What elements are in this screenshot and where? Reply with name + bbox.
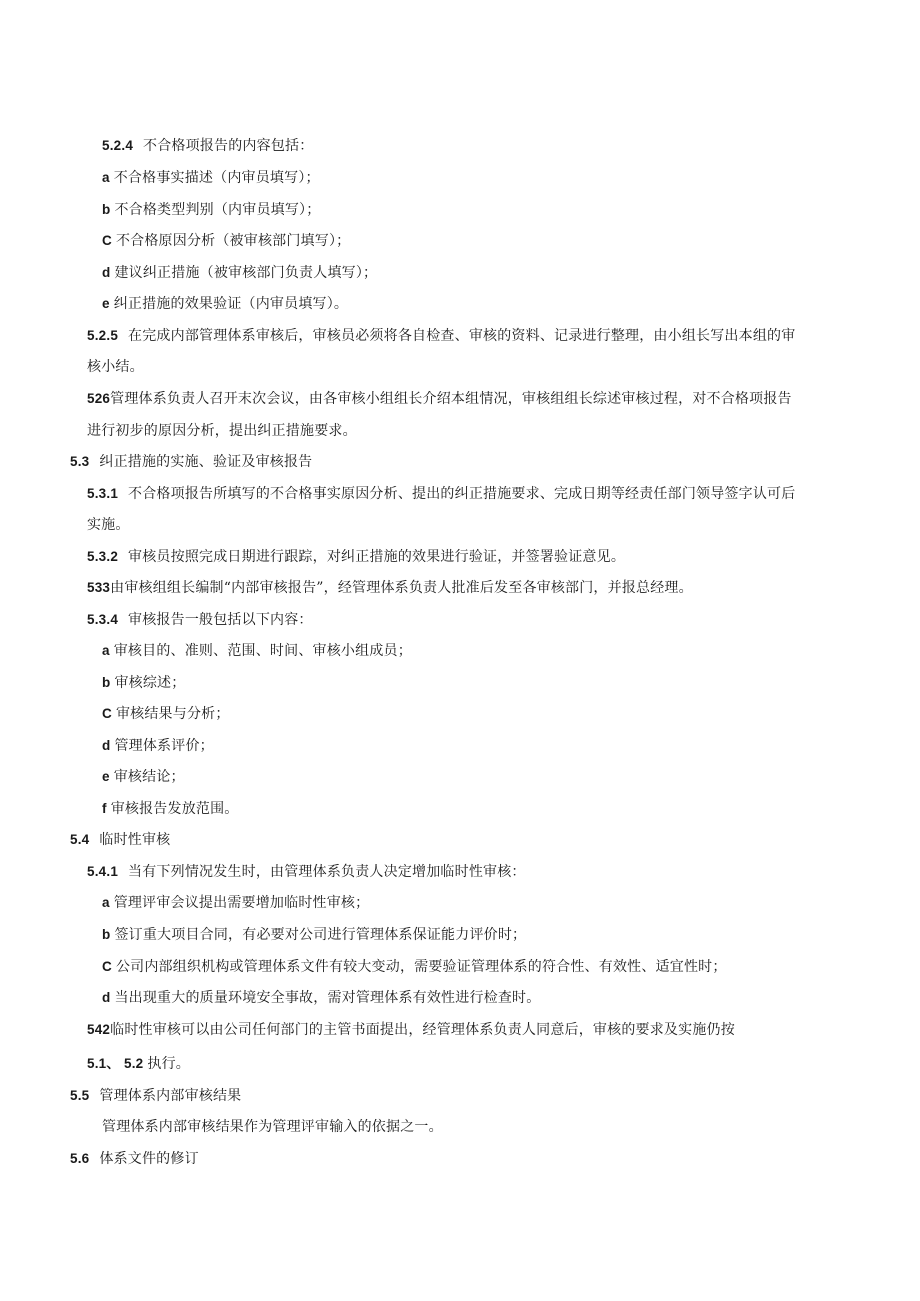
list-item-a (102, 641, 412, 661)
paragraph-text: 管理体系内部审核结果作为管理评审输入的依据之一。 (102, 1119, 443, 1135)
section-5-6 (70, 1149, 199, 1169)
section-number: 5.3 (70, 454, 90, 469)
clause-text: 核小结。 (87, 359, 144, 375)
list-item-e (102, 294, 348, 314)
list-item-d (102, 736, 214, 756)
section-5-3 (70, 452, 312, 472)
clause-number: 526 (87, 391, 111, 406)
item-text: 审核报告发放范围。 (110, 801, 239, 817)
clause-number: 5.2.5 (87, 328, 119, 343)
list-item-b (102, 673, 185, 693)
list-item-c (102, 704, 230, 724)
section-number: 5.4 (70, 832, 90, 847)
section-title: 临时性审核 (99, 832, 171, 848)
clause-533 (87, 578, 693, 598)
clause-text: 审核员按照完成日期进行跟踪，对纠正措施的效果进行验证，并签署验证意见。 (128, 549, 626, 565)
list-item-e (102, 767, 185, 787)
clause-number: 533 (87, 580, 111, 595)
list-item-d (102, 988, 540, 1008)
clause-text: 临时性审核可以由公司任何部门的主管书面提出，经管理体系负责人同意后，审核的要求及实施仍按 (110, 1022, 735, 1038)
item-text: 签订重大项目合同，有必要对公司进行管理体系保证能力评价时； (114, 927, 527, 943)
item-text: 当出现重大的质量环境安全事故，需对管理体系有效性进行检查时。 (114, 990, 541, 1006)
item-text: 不合格事实描述（内审员填写）； (113, 170, 320, 186)
list-item-b (102, 925, 526, 945)
clause-5-3-2 (87, 547, 625, 567)
item-text: 管理体系评价； (114, 738, 214, 754)
list-item-f (102, 799, 239, 819)
clause-number: 5.2.4 (102, 138, 134, 153)
clause-542 (87, 1020, 735, 1040)
section-5-5-body (102, 1117, 443, 1137)
item-letter: d (102, 265, 111, 280)
item-letter: b (102, 202, 111, 217)
section-5-5 (70, 1086, 241, 1106)
clause-text: 由审核组组长编制“内部审核报告”，经管理体系负责人批准后发至各审核部门，并报总经理。 (110, 580, 693, 596)
clause-542-cont (87, 1054, 190, 1074)
clause-reference: 5.1、 5.2 (87, 1056, 144, 1071)
item-text: 建议纠正措施（被审核部门负责人填写）； (114, 265, 378, 281)
section-title: 纠正措施的实施、验证及审核报告 (99, 454, 313, 470)
clause-5-3-1-cont (87, 515, 130, 535)
item-text: 审核目的、准则、范围、时间、审核小组成员； (113, 643, 412, 659)
item-text: 不合格原因分析（被审核部门填写）； (115, 233, 351, 249)
clause-number: 5.3.4 (87, 612, 119, 627)
list-item-c (102, 957, 727, 977)
item-text: 纠正措施的效果验证（内审员填写）。 (113, 296, 349, 312)
item-text: 公司内部组织机构或管理体系文件有较大变动，需要验证管理体系的符合性、有效性、适宜性时； (115, 959, 727, 975)
clause-text: 审核报告一般包括以下内容： (128, 612, 313, 628)
section-number: 5.5 (70, 1088, 90, 1103)
clause-number: 5.4.1 (87, 864, 119, 879)
clause-text: 进行初步的原因分析，提出纠正措施要求。 (87, 423, 357, 439)
item-letter: b (102, 927, 111, 942)
clause-5-2-4 (102, 136, 313, 156)
list-item-a (102, 168, 320, 188)
clause-526-cont (87, 421, 357, 441)
clause-5-2-5 (87, 326, 795, 346)
item-letter: C (102, 959, 112, 974)
clause-text: 不合格项报告的内容包括： (143, 138, 314, 154)
list-item-c (102, 231, 350, 251)
item-letter: a (102, 895, 110, 910)
section-number: 5.6 (70, 1151, 90, 1166)
clause-5-4-1 (87, 862, 526, 882)
item-letter: C (102, 233, 112, 248)
item-letter: e (102, 296, 110, 311)
item-letter: f (102, 801, 107, 816)
list-item-d (102, 263, 377, 283)
clause-text: 实施。 (87, 517, 130, 533)
section-5-4 (70, 830, 170, 850)
item-text: 审核结论； (113, 769, 185, 785)
list-item-b (102, 200, 320, 220)
clause-5-3-1 (87, 484, 795, 504)
section-title: 体系文件的修订 (99, 1151, 199, 1167)
item-letter: d (102, 738, 111, 753)
list-item-a (102, 893, 369, 913)
clause-number: 542 (87, 1022, 111, 1037)
item-text: 审核结果与分析； (115, 706, 230, 722)
item-letter: C (102, 706, 112, 721)
item-letter: d (102, 990, 111, 1005)
item-letter: b (102, 675, 111, 690)
clause-text: 当有下列情况发生时，由管理体系负责人决定增加临时性审核： (128, 864, 526, 880)
clause-5-3-4 (87, 610, 313, 630)
section-title: 管理体系内部审核结果 (99, 1088, 242, 1104)
item-text: 管理评审会议提出需要增加临时性审核； (113, 895, 370, 911)
item-text: 不合格类型判别（内审员填写）； (114, 202, 321, 218)
clause-number: 5.3.2 (87, 549, 119, 564)
item-letter: e (102, 769, 110, 784)
clause-text: 在完成内部管理体系审核后，审核员必须将各自检查、审核的资料、记录进行整理，由小组长写出本组的审 (128, 328, 796, 344)
item-letter: a (102, 643, 110, 658)
clause-text: 不合格项报告所填写的不合格事实原因分析、提出的纠正措施要求、完成日期等经责任部门领导签字认可后 (128, 486, 796, 502)
clause-number: 5.3.1 (87, 486, 119, 501)
clause-526 (87, 389, 792, 409)
clause-5-2-5-cont (87, 357, 144, 377)
clause-text: 执行。 (147, 1056, 190, 1072)
item-letter: a (102, 170, 110, 185)
clause-text: 管理体系负责人召开末次会议，由各审核小组组长介绍本组情况，审核组组长综述审核过程，对不合格项报告 (110, 391, 792, 407)
item-text: 审核综述； (114, 675, 186, 691)
